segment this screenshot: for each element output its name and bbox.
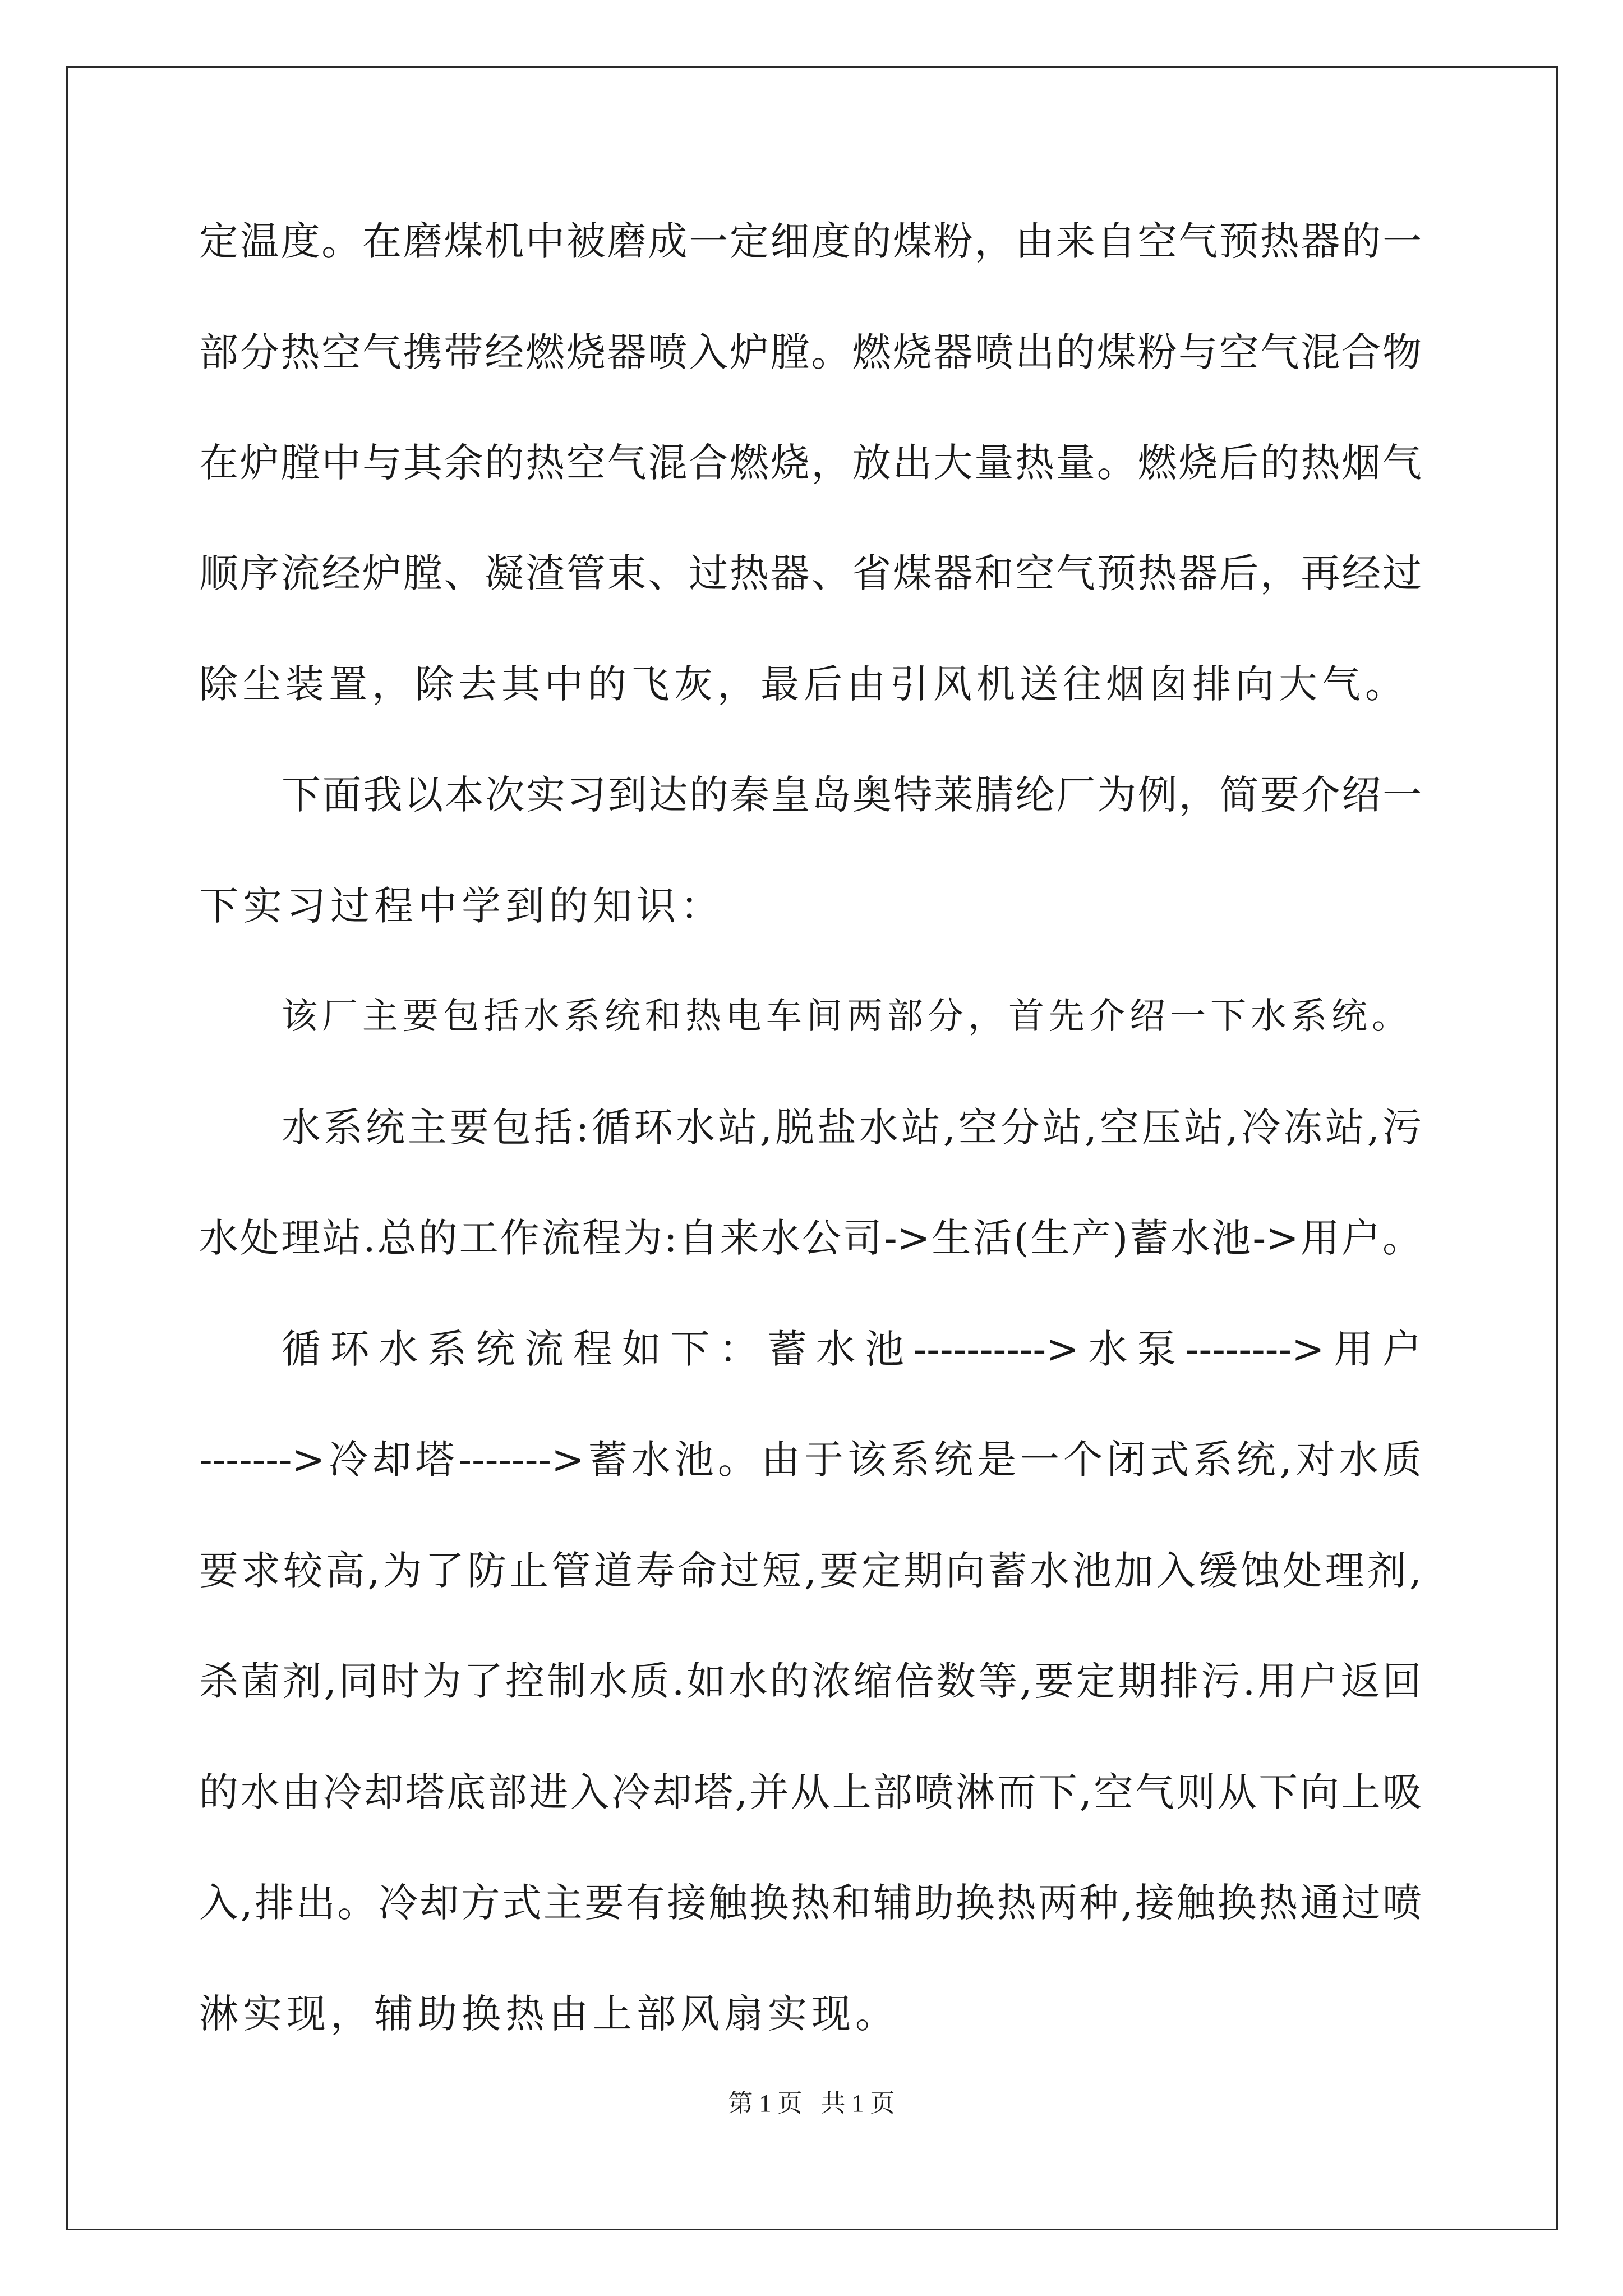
text-line-16: 入,排出。冷却方式主要有接触换热和辅助换热两种,接触换热通过喷: [199, 1880, 1422, 1926]
text-line-15: 的水由冷却塔底部进入冷却塔,并从上部喷淋而下,空气则从下向上吸: [199, 1769, 1422, 1815]
text-line-14: 杀菌剂,同时为了控制水质.如水的浓缩倍数等,要定期排污.用户返回: [199, 1658, 1422, 1704]
text-line-12: ------->冷却塔------->蓄水池。由于该系统是一个闭式系统,对水质: [199, 1437, 1422, 1483]
text-line-5: 除尘装置，除去其中的飞灰，最后由引风机送往烟囱排向大气。: [199, 662, 1408, 707]
text-line-8: 该厂主要包括水系统和热电车间两部分，首先介绍一下水系统。: [282, 996, 1412, 1037]
text-line-4: 顺序流经炉膛、凝渣管束、过热器、省煤器和空气预热器后，再经过: [199, 550, 1422, 596]
text-line-9: 水系统主要包括:循环水站,脱盐水站,空分站,空压站,冷冻站,污: [282, 1105, 1422, 1151]
text-line-3: 在炉膛中与其余的热空气混合燃烧，放出大量热量。燃烧后的热烟气: [199, 440, 1422, 486]
text-line-2: 部分热空气携带经燃烧器喷入炉膛。燃烧器喷出的煤粉与空气混合物: [199, 329, 1422, 375]
text-line-10: 水处理站.总的工作流程为:自来水公司->生活(生产)蓄水池->用户。: [199, 1215, 1422, 1261]
text-line-11: 循环水系统流程如下：蓄水池---------->水泵-------->用户: [282, 1326, 1422, 1372]
text-line-6: 下面我以本次实习到达的秦皇岛奥特莱腈纶厂为例，简要介绍一: [282, 772, 1422, 818]
text-line-13: 要求较高,为了防止管道寿命过短,要定期向蓄水池加入缓蚀处理剂,: [199, 1548, 1422, 1594]
text-line-1: 定温度。在磨煤机中被磨成一定细度的煤粉，由来自空气预热器的一: [199, 218, 1422, 264]
text-line-7: 下实习过程中学到的知识：: [199, 883, 724, 929]
page-footer: 第 1 页 共 1 页: [728, 2090, 895, 2117]
text-line-17: 淋实现，辅助换热由上部风扇实现。: [199, 1991, 899, 2037]
